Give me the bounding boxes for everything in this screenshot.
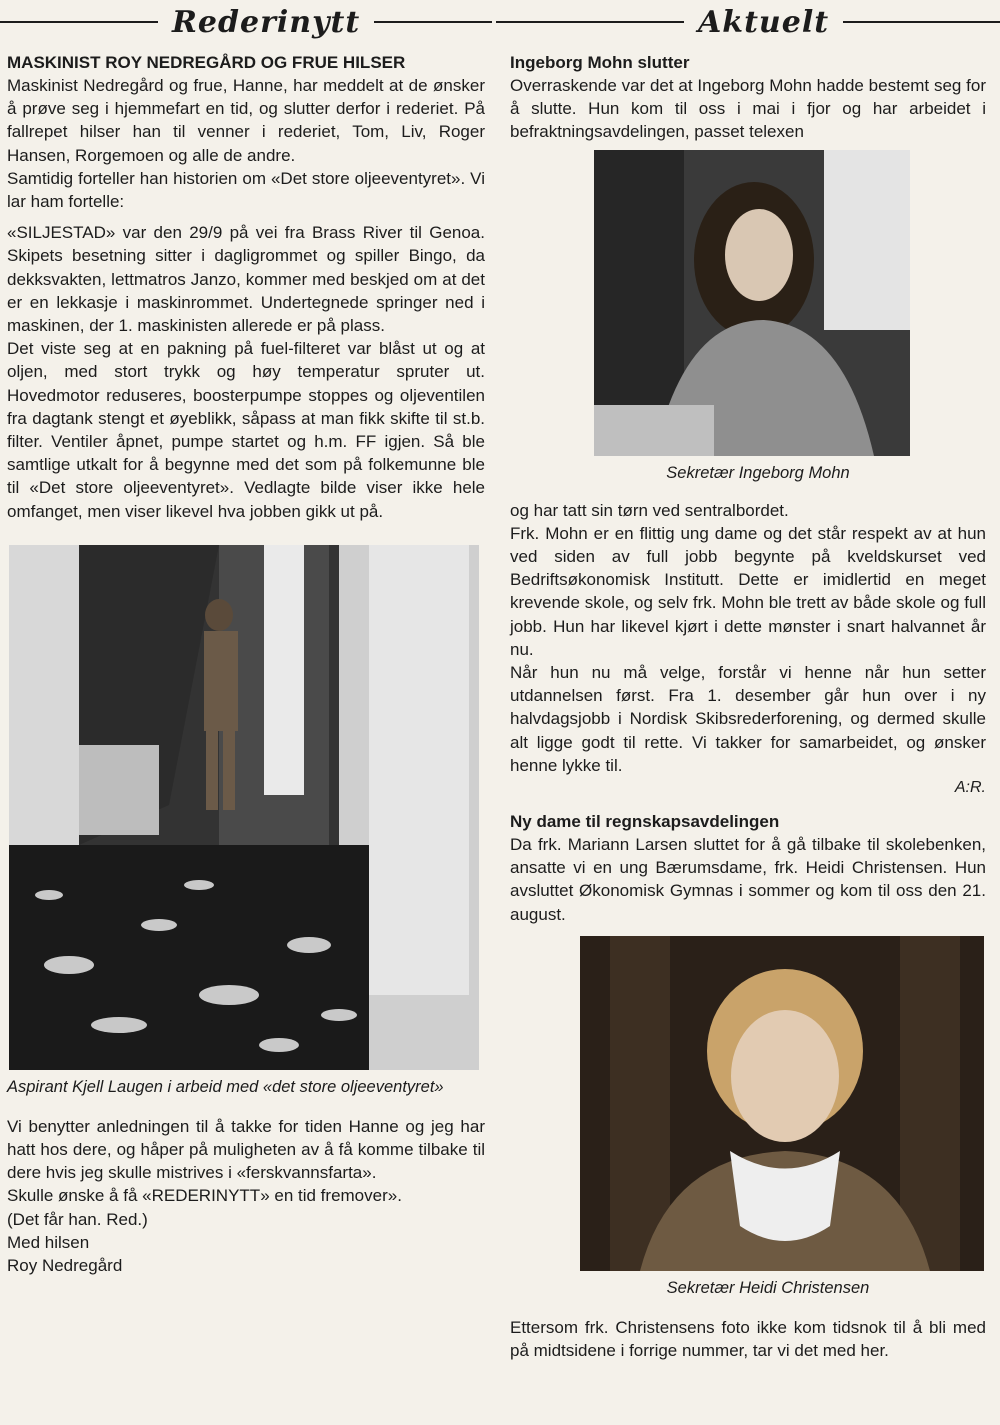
article-paragraph: Samtidig forteller han historien om «Det store oljeeventyret». Vi lar ham fortelle: — [7, 168, 485, 212]
closing-paragraph: Vi benytter anledningen til å takke for tiden Hanne og jeg har hatt hos dere, og håper på muligheten av å få komme tilbake til dere hvis jeg skulle mistrives i «ferskvannsfarta». — [7, 1116, 485, 1183]
editor-note: (Det får han. Red.) — [7, 1209, 148, 1229]
article-headline: MASKINIST ROY NEDREGÅRD OG FRUE HILSER — [7, 53, 406, 72]
article-headline: Ingeborg Mohn slutter — [510, 53, 690, 72]
article-intro: Da frk. Mariann Larsen sluttet for å gå tilbake til skolebenken, ansatte vi en ung Bærumsdame, frk. Heidi Christensen. Hun avsluttet Økonomisk Gymnas i sommer og kom til oss den 21. august. — [510, 835, 986, 924]
closing-block — [7, 1115, 485, 1277]
engine-room-photo — [9, 545, 479, 1070]
header-rule — [496, 21, 684, 23]
header-rule — [374, 21, 492, 23]
right-column — [510, 52, 986, 1362]
header-rule — [0, 21, 158, 23]
left-column — [7, 52, 485, 1277]
portrait-image — [580, 936, 984, 1271]
article-signature: A:R. — [954, 779, 986, 797]
section-header-rederinytt — [0, 0, 500, 44]
heidi-christensen-photo — [580, 936, 984, 1271]
header-rule — [843, 21, 1000, 23]
article-paragraph: og har tatt sin tørn ved sentralbordet. — [510, 500, 789, 520]
ingeborg-mohn-photo — [594, 150, 910, 456]
section-header-aktuelt — [496, 0, 1000, 44]
engine-room-image — [9, 545, 479, 1070]
article-headline: Ny dame til regnskapsavdelingen — [510, 812, 780, 832]
closing-line: Skulle ønske å få «REDERINYTT» en tid fremover». — [7, 1186, 402, 1206]
article-paragraph: Det viste seg at en pakning på fuel-filteret var blåst ut og at oljen, med stort trykk og høy temperatur spruter ut. Hovedmotor reduseres, boosterpumpe stoppes og oljeventilen fra dagtank stengt et øyeblikk, såpass at man fikk skifte til st.b. filter. Ventiler åpnet, pumpe startet og h.m. FF igjen. Så ble samtlige utkalt for å begynne med det som på folkemunne ble til «Det store oljeeventyret». Vedlagte bilde viser ikke hele omfanget, men viser likevel hva jobben gikk ut på. — [7, 339, 485, 521]
article-outro: Ettersom frk. Christensens foto ikke kom tidsnok til å bli med på midtsidene i forrige nummer, tar vi det med her. — [510, 1317, 986, 1361]
article-paragraph: Frk. Mohn er en flittig ung dame og det står respekt av at hun ved siden av full jobb begynte på kveldskurset ved Bedriftsøkonomisk Institutt. Dette er imidlertid en meget krevende skole, og selv frk. Mohn ble trett av både skole og full jobb. Hun har likevel kjørt i dette mønster i snart halvannet år nu. — [510, 523, 986, 659]
author-signature: Roy Nedregård — [7, 1256, 123, 1276]
article-intro: Overraskende var det at Ingeborg Mohn hadde bestemt seg for å slutte. Hun kom til oss i mai i fjor og har arbeidet i befraktningsavdelingen, passet telexen — [510, 76, 986, 142]
greeting: Med hilsen — [7, 1232, 90, 1252]
article-paragraph: Maskinist Nedregård og frue, Hanne, har meddelt at de ønsker å prøve seg i hjemmefart en tid, og slutter derfor i rederiet. På fallrepet hilser han til venner i rederiet, Tom, Liv, Roger Hansen, Rorgemoen og alle de andre. — [7, 76, 485, 165]
section-title: Rederinytt — [172, 4, 361, 40]
article-paragraph: «SILJESTAD» var den 29/9 på vei fra Brass River til Genoa. Skipets besetning sitter i dagligrommet og spiller Bingo, da dekksvakten, lettmatros Janzo, kommer med beskjed om at det er en lekkasje i maskinrommet. Undertegnede springer ned i maskinen, der 1. maskinisten allerede er på plass. — [7, 223, 485, 336]
portrait-image — [594, 150, 910, 456]
photo-caption: Sekretær Ingeborg Mohn — [666, 463, 850, 482]
section-title: Aktuelt — [698, 4, 830, 40]
photo-caption: Sekretær Heidi Christensen — [666, 1278, 870, 1297]
photo-caption: Aspirant Kjell Laugen i arbeid med «det store oljeeventyret» — [7, 1077, 444, 1096]
article-body — [510, 499, 986, 797]
article-paragraph: Når hun nu må velge, forstår vi henne når hun setter utdannelsen først. Fra 1. desember går hun over i ny halvdagsjobb i Nordisk Skibsrederforening, og dermed skulle alt ligge godt til rette. Vi takker for samarbeidet, og ønsker henne lykke til. — [510, 663, 986, 775]
